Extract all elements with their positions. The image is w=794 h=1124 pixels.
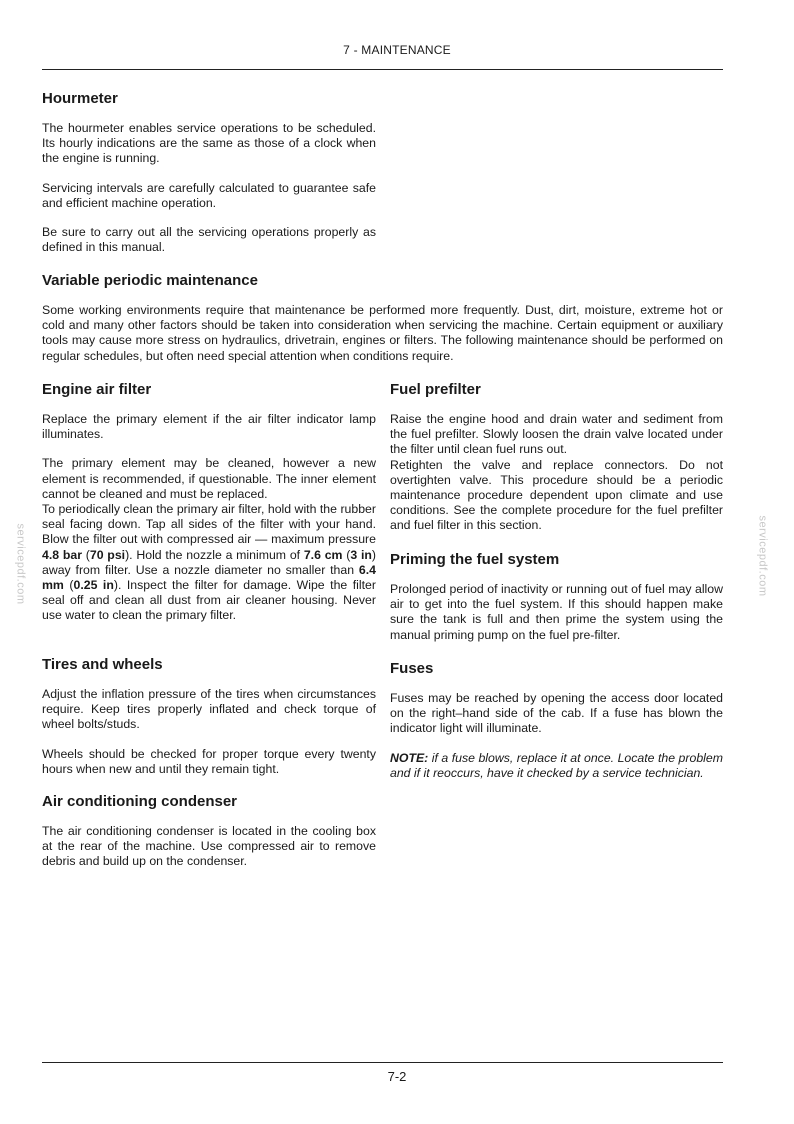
note-text: if a fuse blows, replace it at once. Locate the problem and if it reoccurs, have it checked by a service technician. bbox=[390, 750, 723, 780]
fuses-note bbox=[390, 751, 723, 781]
pressure-bar-value: 4.8 bar bbox=[42, 547, 82, 562]
pressure-psi-value: 70 psi bbox=[89, 547, 126, 562]
note-label: NOTE: bbox=[390, 750, 429, 765]
distance-in-value: 3 in bbox=[350, 547, 372, 562]
air-filter-paragraph-2: The primary element may be cleaned, however a new element is recommended, if questionable. The inner element cannot be cleaned and must be replaced. bbox=[42, 456, 376, 501]
section-hourmeter bbox=[42, 90, 376, 255]
hourmeter-paragraph-2: Servicing intervals are carefully calculated to guarantee safe and efficient machine operation. bbox=[42, 180, 376, 210]
tires-paragraph-1: Adjust the inflation pressure of the tires when circumstances require. Keep tires properly inflated and check torque of wheel bolts/studs. bbox=[42, 687, 376, 732]
nozzle-mm-value: 6.4 mm bbox=[42, 562, 376, 593]
heading-ac-condenser: Air conditioning condenser bbox=[42, 793, 238, 810]
fuses-paragraph-1: Fuses may be reached by opening the access door located on the right–hand side of the cab. If a fuse has blown the indicator light will illuminate. bbox=[390, 691, 723, 736]
air-filter-paragraph-3: To periodically clean the primary air filter, hold with the rubber seal facing down. Tap all sides of the filter with your hand. Blow the filter out with compressed air — maximum pressure 4.8 bar (70 psi). Hold the nozzle a minimum of 7.6 cm (3 in) away from filter. Use a nozzle diameter no smaller than 6.4 mm (0.25 in). Inspect the filter for damage. Wipe the filter seal off and clean all dust from air cleaner housing. Never use water to clean the primary filter. bbox=[42, 502, 376, 623]
priming-paragraph-1: Prolonged period of inactivity or running out of fuel may allow air to get into the fuel system. If this should happen make sure the tank is full and then prime the system using the manual priming pump on the fuel pre-filter. bbox=[390, 582, 723, 642]
page-number: 7-2 bbox=[387, 1069, 407, 1084]
section-engine-air-filter bbox=[42, 381, 376, 624]
watermark-right: servicepdf.com bbox=[756, 515, 769, 597]
heading-tires-wheels: Tires and wheels bbox=[42, 656, 163, 673]
section-tires-wheels bbox=[42, 656, 376, 777]
tires-paragraph-2: Wheels should be checked for proper torque every twenty hours when new and until they remain tight. bbox=[42, 746, 376, 776]
distance-cm-value: 7.6 cm bbox=[303, 547, 343, 562]
nozzle-in-value: 0.25 in bbox=[73, 578, 114, 593]
heading-variable-maintenance: Variable periodic maintenance bbox=[42, 272, 258, 289]
header-rule bbox=[42, 69, 723, 70]
section-fuel-prefilter bbox=[390, 381, 723, 534]
section-ac-condenser bbox=[42, 793, 376, 870]
heading-hourmeter: Hourmeter bbox=[42, 90, 118, 107]
hourmeter-paragraph-3: Be sure to carry out all the servicing operations properly as defined in this manual. bbox=[42, 225, 376, 255]
prefilter-paragraph-1: Raise the engine hood and drain water and sediment from the fuel prefilter. Slowly loosen the drain valve located under the filter until clean fuel runs out. bbox=[390, 412, 723, 457]
section-priming-fuel bbox=[390, 551, 723, 643]
hourmeter-paragraph-1: The hourmeter enables service operations to be scheduled. Its hourly indications are the same as those of a clock when the engine is running. bbox=[42, 121, 376, 166]
prefilter-paragraph-2: Retighten the valve and replace connectors. Do not overtighten valve. This procedure should be a periodic maintenance procedure dependent upon climate and use conditions. See the complete procedure for the fuel prefilter and fuel filter in this section. bbox=[390, 457, 723, 533]
air-filter-paragraph-1: Replace the primary element if the air filter indicator lamp illuminates. bbox=[42, 412, 376, 442]
footer-rule bbox=[42, 1062, 723, 1063]
watermark-left: servicepdf.com bbox=[14, 523, 27, 605]
heading-fuel-prefilter: Fuel prefilter bbox=[390, 381, 481, 398]
variable-paragraph-1: Some working environments require that maintenance be performed more frequently. Dust, dirt, moisture, extreme hot or cold and many other factors should be taken into consideration when servicing the machine. Certain equipment or auxiliary tools may cause more stress on hydraulics, drivetrain, engines or filters. The following maintenance should be performed on regular schedules, but often need special attention when conditions require. bbox=[42, 303, 723, 363]
page-header: 7 - MAINTENANCE bbox=[343, 43, 451, 57]
heading-engine-air-filter: Engine air filter bbox=[42, 381, 152, 398]
heading-fuses: Fuses bbox=[390, 660, 434, 677]
heading-priming-fuel: Priming the fuel system bbox=[390, 551, 560, 568]
section-fuses bbox=[390, 660, 723, 781]
ac-paragraph-1: The air conditioning condenser is located in the cooling box at the rear of the machine. Use compressed air to remove debris and build up on the condenser. bbox=[42, 824, 376, 869]
section-variable-maintenance bbox=[42, 272, 723, 364]
